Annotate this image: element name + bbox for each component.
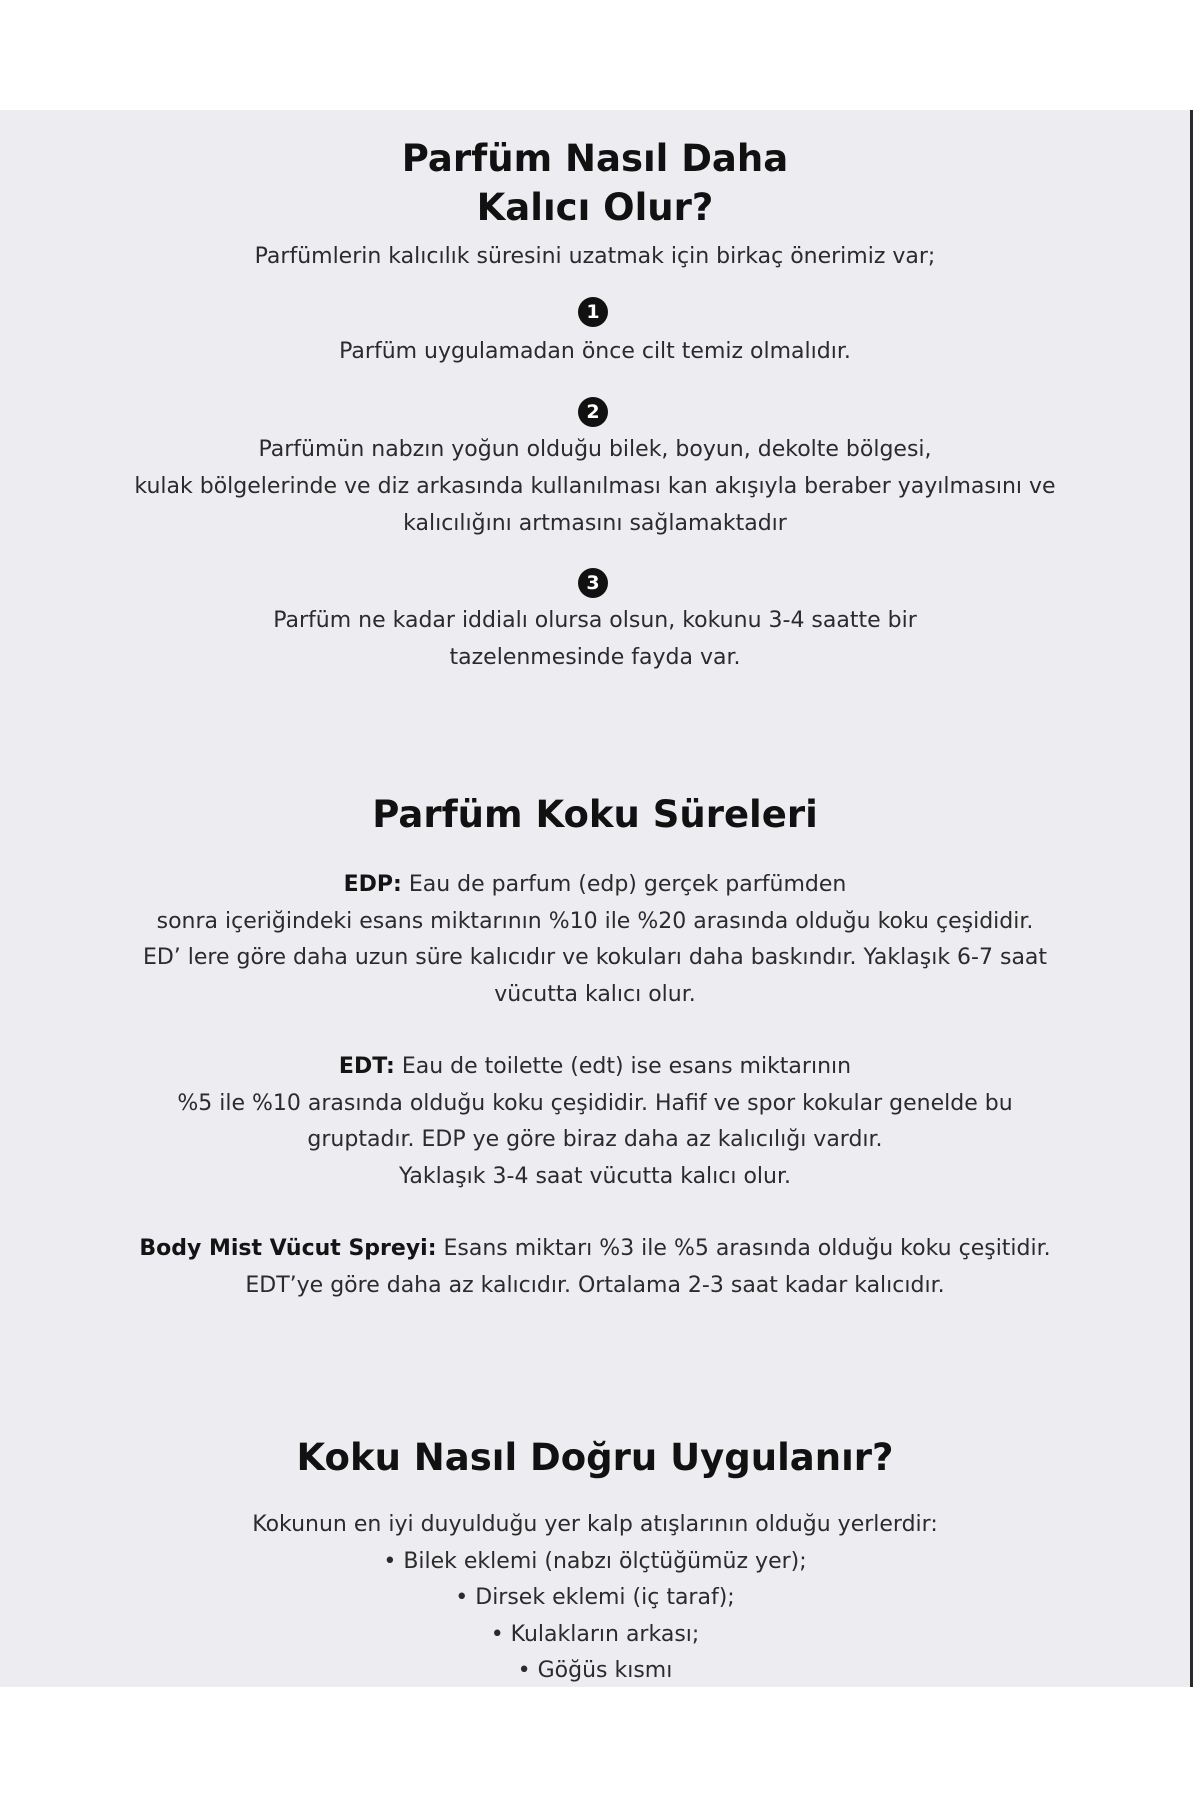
tip-3-line-1: Parfüm ne kadar iddialı olursa olsun, kokunu 3-4 saatte bir <box>273 608 917 633</box>
tip-2-line-3: kalıcılığını artmasını sağlamaktadır <box>403 511 787 536</box>
bullet-elbow: • Dirsek eklemi (iç taraf); <box>455 1585 735 1610</box>
body-mist-label: Body Mist Vücut Spreyi: <box>139 1236 437 1261</box>
section2-title: Parfüm Koku Süreleri <box>372 793 818 836</box>
edp-label: EDP: <box>343 872 402 897</box>
section1-intro: Parfümlerin kalıcılık süresini uzatmak için birkaç önerimiz var; <box>254 244 936 269</box>
section3-title: Koku Nasıl Doğru Uygulanır? <box>296 1436 894 1479</box>
edt-text-1: Eau de toilette (edt) ise esans miktarının <box>394 1054 852 1079</box>
edp-line-1 <box>0 870 1190 900</box>
bullet-behind-ears: • Kulakların arkası; <box>490 1622 700 1647</box>
edp-line-3: ED’ lere göre daha uzun süre kalıcıdır ve kokuları daha baskındır. Yaklaşık 6-7 saat <box>142 945 1048 970</box>
edt-label: EDT: <box>338 1054 395 1079</box>
edt-line-3: gruptadır. EDP ye göre biraz daha az kalıcılığı vardır. <box>307 1127 883 1152</box>
edt-line-2: %5 ile %10 arasında olduğu koku çeşididir. Hafif ve spor kokular genelde bu <box>177 1091 1013 1116</box>
tip-3-line-2: tazelenmesinde fayda var. <box>449 645 741 670</box>
perfume-info-panel <box>0 110 1193 1687</box>
section1-title-line2: Kalıcı Olur? <box>476 186 714 229</box>
edp-line-4: vücutta kalıcı olur. <box>494 982 696 1007</box>
body-mist-line-1 <box>0 1234 1190 1264</box>
bullet-wrist: • Bilek eklemi (nabzı ölçtüğümüz yer); <box>383 1549 807 1574</box>
body-mist-line-2: EDT’ye göre daha az kalıcıdır. Ortalama 2-3 saat kadar kalıcıdır. <box>245 1273 945 1298</box>
section3-intro: Kokunun en iyi duyulduğu yer kalp atışlarının olduğu yerlerdir: <box>252 1512 938 1537</box>
section1-title-line1: Parfüm Nasıl Daha <box>401 137 789 180</box>
tip-2-number-badge: 2 <box>578 397 608 427</box>
bullet-chest: • Göğüs kısmı <box>517 1658 673 1683</box>
edt-line-4: Yaklaşık 3-4 saat vücutta kalıcı olur. <box>398 1164 792 1189</box>
edp-line-2: sonra içeriğindeki esans miktarının %10 ile %20 arasında olduğu koku çeşididir. <box>156 909 1034 934</box>
edp-text-1: Eau de parfum (edp) gerçek parfümden <box>401 872 847 897</box>
tip-2-line-1: Parfümün nabzın yoğun olduğu bilek, boyun, dekolte bölgesi, <box>258 437 932 462</box>
body-mist-text-1: Esans miktarı %3 ile %5 arasında olduğu koku çeşitidir. <box>436 1236 1051 1261</box>
tip-1-line-1: Parfüm uygulamadan önce cilt temiz olmalıdır. <box>339 339 851 364</box>
tip-3-number-badge: 3 <box>578 568 608 598</box>
tip-2-line-2: kulak bölgelerinde ve diz arkasında kullanılması kan akışıyla beraber yayılmasını ve <box>134 474 1056 499</box>
tip-1-number-badge: 1 <box>578 297 608 327</box>
edt-line-1 <box>0 1052 1190 1082</box>
